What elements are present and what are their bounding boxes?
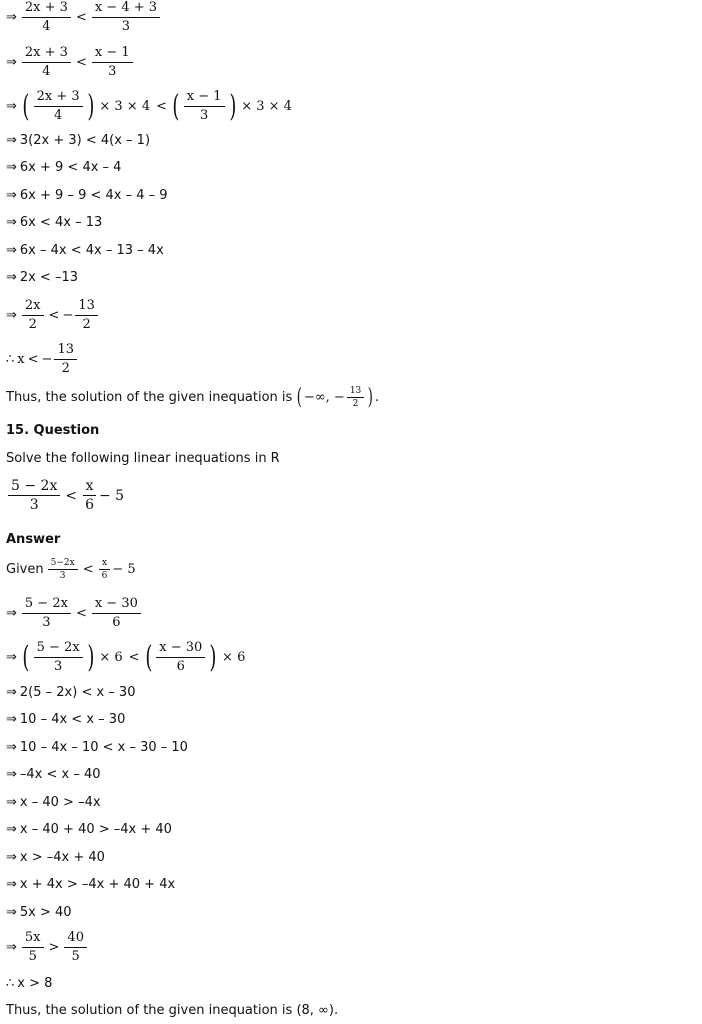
left-paren: ( xyxy=(297,384,303,410)
implies-icon: ⇒ xyxy=(6,308,17,323)
fraction: $\frac{2x + 3}{4}$ xyxy=(22,0,71,35)
implies-icon: ⇒ xyxy=(6,99,17,114)
left-paren: ( xyxy=(172,88,180,124)
therefore-icon: ∴ xyxy=(6,352,15,367)
step-line: ⇒ 3(2x + 3) < 4(x – 1) xyxy=(6,133,151,148)
implies-icon: ⇒ xyxy=(6,188,17,203)
left-paren: ( xyxy=(144,639,152,675)
implies-icon: ⇒ xyxy=(6,822,17,837)
answer-heading: Answer xyxy=(6,532,61,547)
fraction: $\frac{5 - 2x}{3}$ xyxy=(8,478,60,513)
right-paren: ) xyxy=(87,88,95,124)
step-fraction-q15-1: ⇒ $\frac{5 - 2x}{3}$ < $\frac{x - 30}{6}$ xyxy=(6,596,143,631)
implies-icon: ⇒ xyxy=(6,767,17,782)
fraction: $\frac{x - 1}{3}$ xyxy=(92,45,133,80)
fraction: $\frac{40}{5}$ xyxy=(64,930,87,965)
implies-icon: ⇒ xyxy=(6,243,17,258)
step-line: ⇒ x > –4x + 40 xyxy=(6,850,105,865)
implies-icon: ⇒ xyxy=(6,215,17,230)
conclusion-1: Thus, the solution of the given inequation is ( −∞, − $\frac{13}{2}$ ) . xyxy=(6,384,379,410)
right-paren: ) xyxy=(367,384,374,410)
implies-icon: ⇒ xyxy=(6,270,17,285)
step-fraction-10: ⇒ $\frac{2x}{2}$ < − $\frac{13}{2}$ xyxy=(6,298,100,333)
fraction: $\frac{5x}{5}$ xyxy=(22,930,44,965)
step-fraction-1: ⇒ $\frac{2x + 3}{4}$ < $\frac{x - 4 + 3}{3}$ xyxy=(6,0,162,35)
fraction: $\frac{13}{2}$ xyxy=(54,342,77,377)
implies-icon: ⇒ xyxy=(6,160,17,175)
implies-icon: ⇒ xyxy=(6,55,17,70)
left-paren: ( xyxy=(22,639,30,675)
fraction: $\frac{x}{6}$ xyxy=(82,478,97,513)
fraction: $\frac{2x}{2}$ xyxy=(22,298,44,333)
fraction: $\frac{x - 30}{6}$ xyxy=(92,596,141,631)
fraction: $\frac{x}{6}$ xyxy=(99,558,111,581)
implies-icon: ⇒ xyxy=(6,940,17,955)
step-fraction-2: ⇒ $\frac{2x + 3}{4}$ < $\frac{x - 1}{3}$ xyxy=(6,45,135,80)
implies-icon: ⇒ xyxy=(6,795,17,810)
step-line: ⇒ 6x + 9 < 4x – 4 xyxy=(6,160,122,175)
implies-icon: ⇒ xyxy=(6,133,17,148)
step-fraction-q15-12: ⇒ $\frac{5x}{5}$ > $\frac{40}{5}$ xyxy=(6,930,89,965)
step-fraction-q15-2: ⇒ ( $\frac{5 - 2x}{3}$ ) × 6 < ( $\frac{x - 30}{6}$ ) × 6 xyxy=(6,639,246,675)
fraction: $\frac{x - 1}{3}$ xyxy=(184,89,225,124)
implies-icon: ⇒ xyxy=(6,10,17,25)
fraction: $\frac{x - 30}{6}$ xyxy=(156,640,205,675)
step-line: ⇒ 2x < –13 xyxy=(6,270,79,285)
step-line: ⇒ x + 4x > –4x + 40 + 4x xyxy=(6,877,176,892)
implies-icon: ⇒ xyxy=(6,905,17,920)
question-expression: $\frac{5 - 2x}{3}$ < $\frac{x}{6}$ − 5 xyxy=(6,478,124,513)
fraction: $\frac{2x + 3}{4}$ xyxy=(22,45,71,80)
fraction: $\frac{5-2x}{3}$ xyxy=(48,558,78,581)
fraction: $\frac{x - 4 + 3}{3}$ xyxy=(92,0,160,35)
implies-icon: ⇒ xyxy=(6,877,17,892)
given-line: Given $\frac{5-2x}{3}$ < $\frac{x}{6}$ − 5 xyxy=(6,558,136,581)
step-line: ⇒ x – 40 + 40 > –4x + 40 xyxy=(6,822,172,837)
step-line: ∴ x > 8 xyxy=(6,976,53,991)
interval: ( −∞, − $\frac{13}{2}$ ) xyxy=(297,384,374,410)
fraction: $\frac{5 - 2x}{3}$ xyxy=(22,596,71,631)
step-line: ⇒ 2(5 – 2x) < x – 30 xyxy=(6,685,136,700)
implies-icon: ⇒ xyxy=(6,850,17,865)
fraction: $\frac{13}{2}$ xyxy=(347,386,364,409)
implies-icon: ⇒ xyxy=(6,685,17,700)
step-line: ⇒ x – 40 > –4x xyxy=(6,795,101,810)
implies-icon: ⇒ xyxy=(6,606,17,621)
implies-icon: ⇒ xyxy=(6,712,17,727)
right-paren: ) xyxy=(228,88,236,124)
therefore-icon: ∴ xyxy=(6,976,15,991)
implies-icon: ⇒ xyxy=(6,740,17,755)
step-fraction-11: ∴ x < − $\frac{13}{2}$ xyxy=(6,342,79,377)
step-line: ⇒ 10 – 4x – 10 < x – 30 – 10 xyxy=(6,740,188,755)
step-line: ⇒ 5x > 40 xyxy=(6,905,72,920)
step-line: ⇒ 6x < 4x – 13 xyxy=(6,215,103,230)
step-line: ⇒ –4x < x – 40 xyxy=(6,767,101,782)
question-prompt: Solve the following linear inequations in R xyxy=(6,451,280,466)
fraction: $\frac{2x + 3}{4}$ xyxy=(34,89,83,124)
implies-icon: ⇒ xyxy=(6,650,17,665)
right-paren: ) xyxy=(209,639,217,675)
step-line: ⇒ 6x + 9 – 9 < 4x – 4 – 9 xyxy=(6,188,168,203)
step-line: ⇒ 6x – 4x < 4x – 13 – 4x xyxy=(6,243,164,258)
fraction: $\frac{13}{2}$ xyxy=(75,298,98,333)
conclusion-2: Thus, the solution of the given inequation is (8, ∞). xyxy=(6,1003,339,1018)
question-heading: 15. Question xyxy=(6,423,100,438)
fraction: $\frac{5 - 2x}{3}$ xyxy=(34,640,83,675)
left-paren: ( xyxy=(22,88,30,124)
step-fraction-3: ⇒ ( $\frac{2x + 3}{4}$ ) × 3 × 4 < ( $\frac{x - 1}{3}$ ) × 3 × 4 xyxy=(6,88,292,124)
right-paren: ) xyxy=(87,639,95,675)
step-line: ⇒ 10 – 4x < x – 30 xyxy=(6,712,126,727)
